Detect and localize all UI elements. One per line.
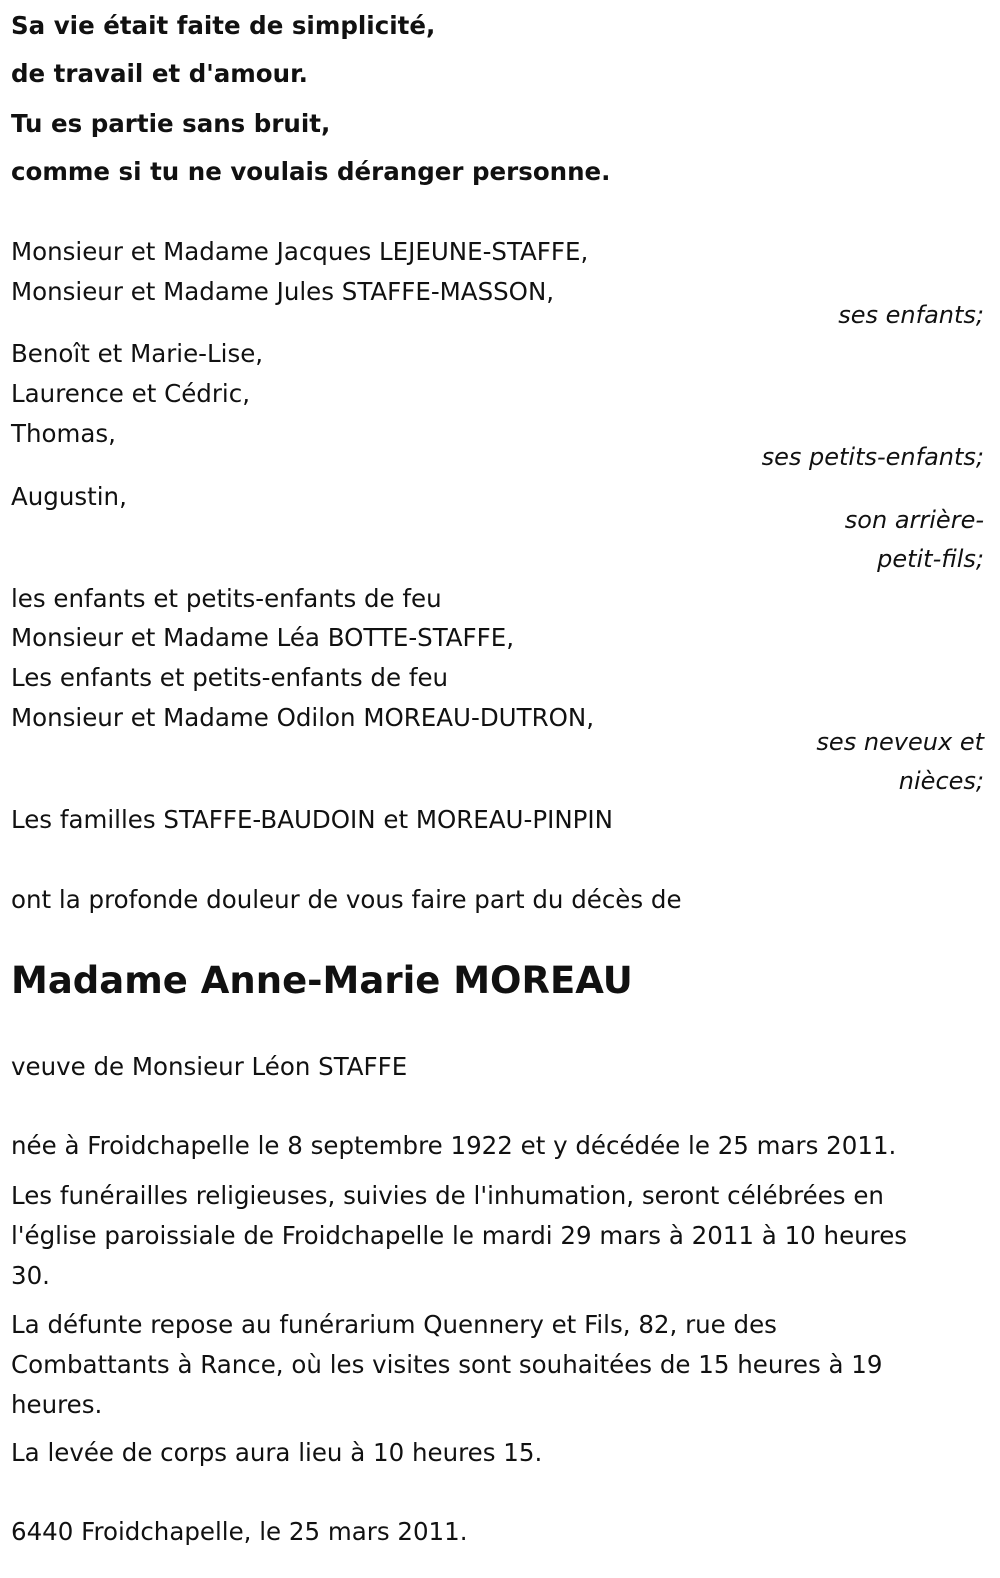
rest-line: La défunte repose au funérarium Quennery et Fils, 82, rue des [11,1310,777,1339]
grandchild-name: Thomas, [11,419,116,448]
epitaph-line: Sa vie était faite de simplicité, [11,11,436,40]
epitaph-line: comme si tu ne voulais déranger personne. [11,157,611,186]
great-grandchild-name: Augustin, [11,482,127,511]
nephews-name: Les enfants et petits-enfants de feu [11,663,449,692]
rest-line: heures. [11,1390,103,1419]
funeral-line: Les funérailles religieuses, suivies de l'inhumation, seront célébrées en [11,1181,884,1210]
grandchild-name: Laurence et Cédric, [11,379,250,408]
grandchild-name: Benoît et Marie-Lise, [11,339,264,368]
place-date: 6440 Froidchapelle, le 25 mars 2011. [11,1517,468,1546]
great-grandchild-relation: son arrière- [844,506,984,534]
great-grandchild-relation: petit-fils; [877,545,984,573]
announcement: ont la profonde douleur de vous faire part du décès de [11,885,682,914]
children-name: Monsieur et Madame Jacques LEJEUNE-STAFFE, [11,237,589,266]
families-line: Les familles STAFFE-BAUDOIN et MOREAU-PINPIN [11,805,613,834]
funeral-line: l'église paroissiale de Froidchapelle le mardi 29 mars à 2011 à 10 heures [11,1221,908,1250]
grandchildren-relation: ses petits-enfants; [761,443,984,471]
children-name: Monsieur et Madame Jules STAFFE-MASSON, [11,277,555,306]
nephews-name: les enfants et petits-enfants de feu [11,584,442,613]
birth-death: née à Froidchapelle le 8 septembre 1922 et y décédée le 25 mars 2011. [11,1131,897,1160]
nephews-relation: nièces; [898,767,984,795]
deceased-name: Madame Anne-Marie MOREAU [11,959,633,1002]
epitaph-line: de travail et d'amour. [11,59,308,88]
epitaph-line: Tu es partie sans bruit, [11,109,331,138]
nephews-name: Monsieur et Madame Odilon MOREAU-DUTRON, [11,703,594,732]
funeral-line: 30. [11,1261,50,1290]
levee-line: La levée de corps aura lieu à 10 heures 15. [11,1438,543,1467]
nephews-name: Monsieur et Madame Léa BOTTE-STAFFE, [11,623,515,652]
widow-of: veuve de Monsieur Léon STAFFE [11,1052,408,1081]
rest-line: Combattants à Rance, où les visites sont souhaitées de 15 heures à 19 [11,1350,883,1379]
nephews-relation: ses neveux et [816,728,984,756]
children-relation: ses enfants; [838,301,984,329]
